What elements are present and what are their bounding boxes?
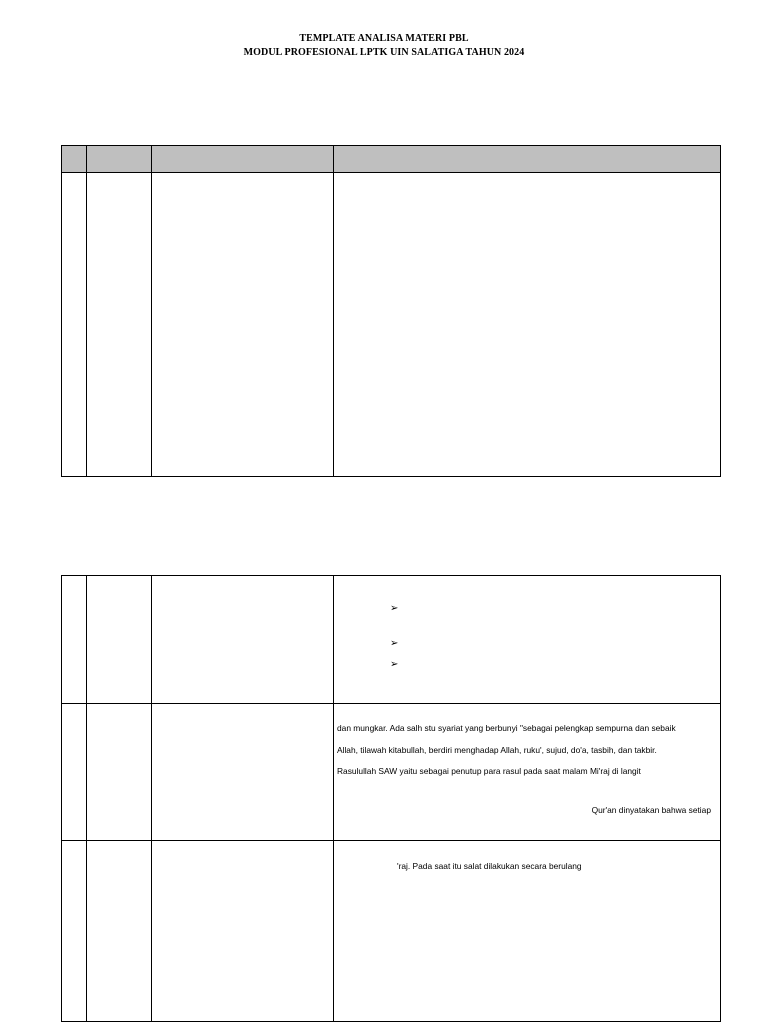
table-cell bbox=[62, 704, 87, 841]
table-cell bbox=[152, 841, 334, 1022]
title-line-1: TEMPLATE ANALISA MATERI PBL bbox=[299, 33, 469, 44]
title-line-2: MODUL PROFESIONAL LPTK UIN SALATIGA TAHUN 2024 bbox=[243, 47, 525, 58]
table-cell bbox=[152, 576, 334, 704]
table-cell bbox=[334, 704, 721, 841]
table-cell bbox=[62, 841, 87, 1022]
paragraph-line: dan mungkar. Ada salh stu syariat yang berbunyi "sebagai pelengkap sempurna dan sebaik bbox=[337, 723, 676, 733]
table-cell bbox=[152, 173, 334, 477]
table-cell bbox=[87, 576, 152, 704]
table-cell bbox=[87, 841, 152, 1022]
table-cell bbox=[62, 576, 87, 704]
material-detail-table bbox=[61, 575, 721, 1022]
bullet-arrow-icon: ➢ bbox=[390, 603, 399, 614]
table-row bbox=[62, 576, 721, 704]
table-row bbox=[62, 841, 721, 1022]
header-cell-2 bbox=[87, 146, 152, 173]
paragraph-line: Qur'an dinyatakan bahwa setiap bbox=[591, 805, 711, 815]
table-header-row bbox=[62, 146, 721, 173]
material-analysis-table bbox=[61, 145, 721, 477]
paragraph-line: 'raj. Pada saat itu salat dilakukan secara berulang bbox=[397, 861, 582, 871]
header-cell-3 bbox=[152, 146, 334, 173]
bullet-arrow-icon: ➢ bbox=[390, 638, 399, 649]
table-cell bbox=[334, 173, 721, 477]
table-cell bbox=[334, 576, 721, 704]
table-cell bbox=[62, 173, 87, 477]
table-row bbox=[62, 704, 721, 841]
document-title bbox=[0, 32, 768, 60]
table-row bbox=[62, 173, 721, 477]
bullet-arrow-icon: ➢ bbox=[390, 659, 399, 670]
table-cell bbox=[87, 704, 152, 841]
table-cell bbox=[87, 173, 152, 477]
table-cell bbox=[152, 704, 334, 841]
paragraph-line: Rasulullah SAW yaitu sebagai penutup para rasul pada saat malam Mi'raj di langit bbox=[337, 766, 641, 776]
paragraph-line: Allah, tilawah kitabullah, berdiri menghadap Allah, ruku', sujud, do'a, tasbih, dan takbir. bbox=[337, 745, 657, 755]
header-cell-4 bbox=[334, 146, 721, 173]
header-cell-no bbox=[62, 146, 87, 173]
table-cell bbox=[334, 841, 721, 1022]
